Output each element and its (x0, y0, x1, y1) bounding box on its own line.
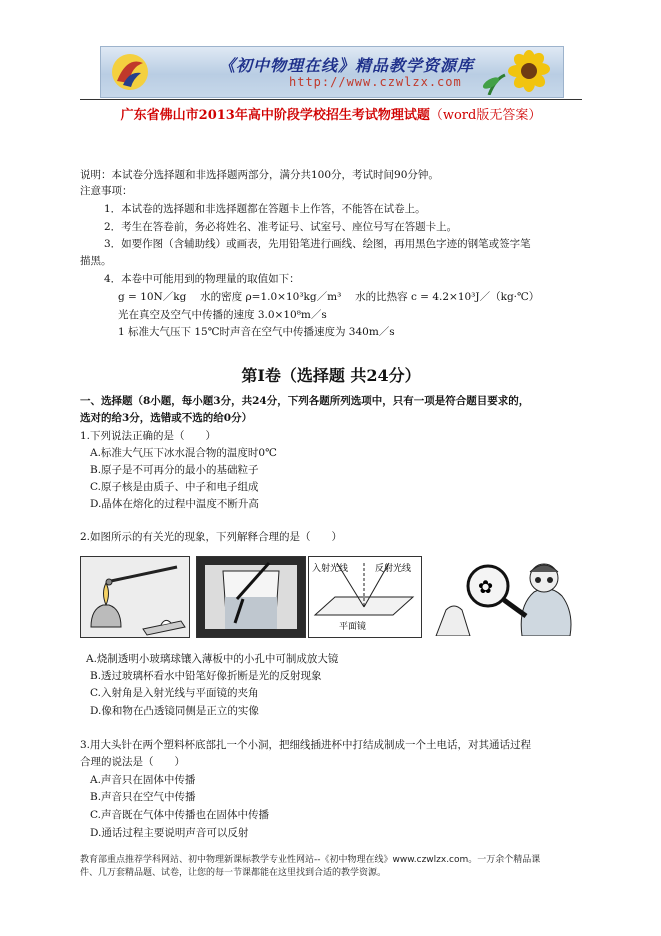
page-footer (80, 854, 582, 880)
question-1-option-d: D.晶体在熔化的过程中温度不断升高 (90, 498, 259, 510)
question-1-stem: 1.下列说法正确的是（ ） (80, 430, 217, 442)
question-2-option-b: B.透过玻璃杯看水中铅笔好像折断是光的反射现象 (90, 670, 322, 682)
document-title (80, 104, 582, 123)
question-3-option-c: C.声音既在气体中传播也在固体中传播 (90, 809, 269, 821)
banner-title: 《初中物理在线》精品教学资源库 (219, 56, 475, 75)
header-rule (80, 99, 582, 100)
question-3-option-a: A.声音只在固体中传播 (90, 774, 196, 786)
section-instruction: 选对的给3分，选错或不选的给0分） (80, 412, 253, 424)
footer-line: 教育部重点推荐学科网站、初中物理新课标教学专业性网站--《初中物理在线》www.czwlzx.com。一万余个精品课 (80, 855, 541, 865)
note-item: 2．考生在答卷前，务必将姓名、准考证号、试室号、座位号写在答题卡上。 (104, 221, 458, 233)
question-2-option-a: A.烧制透明小玻璃球镶入薄板中的小孔中可制成放大镜 (86, 653, 339, 665)
question-3-option-d: D.通话过程主要说明声音可以反射 (90, 827, 249, 839)
question-1-option-c: C.原子核是由质子、中子和电子组成 (90, 481, 259, 493)
document-title-suffix: （word版无答案） (429, 108, 542, 123)
figure-plane-mirror-reflection (308, 556, 422, 638)
figure-glass-ball-lamp (80, 556, 190, 638)
note-item-continued: 描黑。 (80, 255, 112, 267)
svg-text:✿: ✿ (478, 577, 494, 598)
question-2-stem: 2.如图所示的有关光的现象，下列解释合理的是（ ） (80, 531, 343, 543)
note-item: 1．本试卷的选择题和非选择题都在答题卡上作答，不能答在试卷上。 (104, 203, 426, 215)
note-item: 3．如要作图（含辅助线）或画表，先用铅笔进行画线、绘图，再用黑色字迹的钢笔或签字笔 (104, 238, 531, 250)
question-2-option-c: C.入射角是入射光线与平面镜的夹角 (90, 687, 259, 699)
section-title: 第Ⅰ卷（选择题 共24分） (241, 366, 421, 385)
exam-description: 说明：本试卷分选择题和非选择题两部分，满分共100分，考试时间90分钟。 (80, 169, 439, 181)
sunflower-icon (471, 49, 557, 95)
footer-line: 件、几万套精品题、试卷，让您的每一节课都能在这里找到合适的教学资源。 (80, 868, 387, 878)
constant-line: 光在真空及空气中传播的速度 3.0×10⁸m／s (118, 309, 327, 321)
magnifier-icon (426, 556, 582, 636)
site-logo-icon (109, 51, 151, 93)
question-3-option-b: B.声音只在空气中传播 (90, 791, 196, 803)
plane-mirror-diagram (309, 557, 421, 637)
banner-url[interactable]: http://www.czwlzx.com (289, 75, 462, 89)
figure-pencil-in-water (196, 556, 306, 638)
question-3-stem: 3.用大头针在两个塑料杯底部扎一个小洞，把细线插进杯中打结成制成一个土电话，对其通话过程 (80, 739, 532, 751)
note-item: 4．本卷中可能用到的物理量的取值如下： (104, 273, 300, 285)
alcohol-lamp-icon (81, 557, 189, 637)
question-1-option-b: B.原子是不可再分的最小的基础粒子 (90, 464, 259, 476)
glass-cup-icon (197, 557, 305, 637)
reflected-ray-label: 反射光线 (375, 564, 412, 574)
figure-magnifying-glass (426, 556, 582, 636)
notes-heading: 注意事项： (80, 185, 133, 197)
question-2-option-d: D.像和物在凸透镜同侧是正立的实像 (90, 705, 259, 717)
constant-line: 1 标准大气压下 15℃时声音在空气中传播速度为 340m／s (118, 326, 395, 338)
incident-ray-label: 入射光线 (312, 564, 349, 574)
constant-line: g = 10N／kg 水的密度 ρ=1.0×10³kg／m³ 水的比热容 c = 4.2×10³J／（kg·℃） (118, 291, 540, 303)
header-banner (100, 46, 564, 98)
question-3-stem-cont: 合理的说法是（ ） (80, 756, 185, 768)
document-title-main: 广东省佛山市2013年高中阶段学校招生考试物理试题 (120, 108, 430, 123)
section-instruction: 一、选择题（8小题，每小题3分，共24分，下列各题所列选项中，只有一项是符合题目要求的， (80, 395, 530, 407)
question-1-option-a: A.标准大气压下冰水混合物的温度时0℃ (90, 447, 277, 459)
plane-mirror-label: 平面镜 (339, 622, 367, 632)
